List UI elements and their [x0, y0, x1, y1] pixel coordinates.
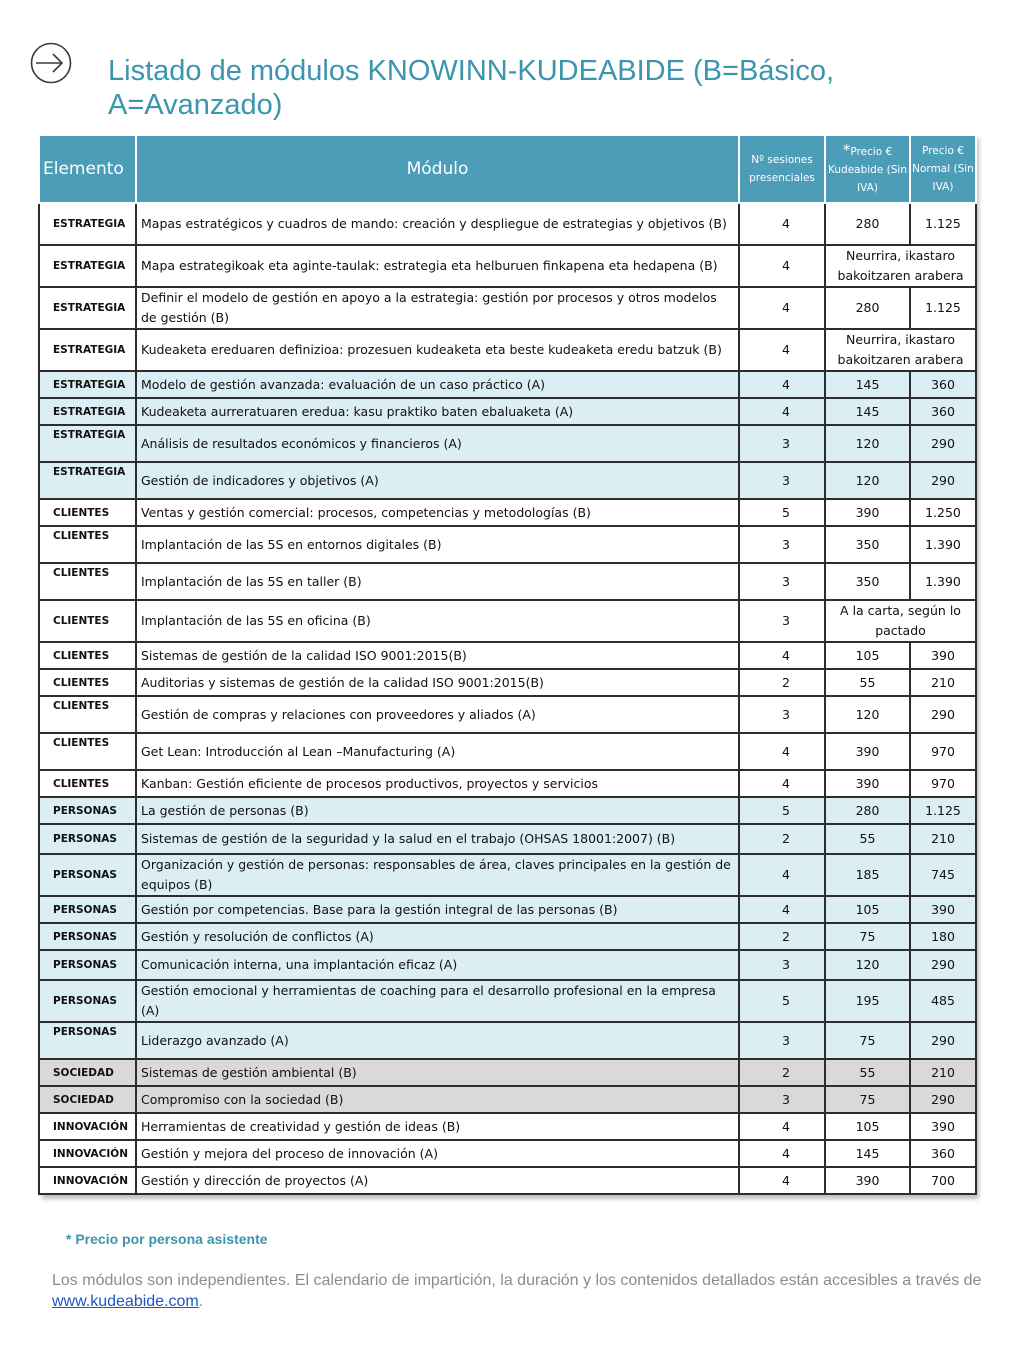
header-precio-normal-label: Precio € Normal (Sin IVA) — [912, 145, 974, 193]
table-row — [39, 398, 976, 425]
sessions-cell: 5 — [739, 797, 825, 824]
price-normal-cell: 390 — [910, 896, 976, 923]
table-row — [39, 1167, 976, 1194]
category-cell: CLIENTES — [39, 696, 136, 733]
price-normal-cell: 745 — [910, 854, 976, 896]
module-cell: Kanban: Gestión eficiente de procesos productivos, proyectos y servicios — [136, 770, 739, 797]
module-cell: Mapa estrategikoak eta aginte-taulak: estrategia eta helburuen finkapena eta hedapena (B) — [136, 245, 739, 287]
price-normal-cell: 1.390 — [910, 526, 976, 563]
table-row — [39, 287, 976, 329]
category-cell: CLIENTES — [39, 563, 136, 600]
price-normal-cell: 210 — [910, 824, 976, 854]
price-kudeabide-cell: 55 — [825, 1059, 910, 1086]
price-kudeabide-cell: 280 — [825, 797, 910, 824]
price-note: * Precio por persona asistente — [66, 1231, 268, 1247]
table-row — [39, 1059, 976, 1086]
sessions-cell: 4 — [739, 1140, 825, 1167]
category-cell: ESTRATEGIA — [39, 203, 136, 245]
price-normal-cell: 1.250 — [910, 499, 976, 526]
table-row — [39, 203, 976, 245]
header-precio-asterisk: * — [842, 141, 851, 159]
module-cell: Gestión de compras y relaciones con proveedores y aliados (A) — [136, 696, 739, 733]
header-precio-kudeabide-label: Precio € Kudeabide (Sin IVA) — [828, 146, 907, 194]
module-cell: Gestión emocional y herramientas de coaching para el desarrollo profesional en la empresa (A) — [136, 980, 739, 1022]
sessions-cell: 2 — [739, 1059, 825, 1086]
category-cell: CLIENTES — [39, 526, 136, 563]
price-normal-cell: 1.125 — [910, 203, 976, 245]
price-normal-cell: 390 — [910, 1113, 976, 1140]
module-cell: Gestión por competencias. Base para la gestión integral de las personas (B) — [136, 896, 739, 923]
category-cell: ESTRATEGIA — [39, 245, 136, 287]
sessions-cell: 2 — [739, 923, 825, 950]
category-cell: ESTRATEGIA — [39, 462, 136, 499]
category-cell: PERSONAS — [39, 824, 136, 854]
category-cell: PERSONAS — [39, 923, 136, 950]
price-normal-cell: 1.390 — [910, 563, 976, 600]
price-normal-cell: 1.125 — [910, 797, 976, 824]
table-row — [39, 669, 976, 696]
table-row — [39, 824, 976, 854]
module-cell: La gestión de personas (B) — [136, 797, 739, 824]
price-kudeabide-cell: 105 — [825, 1113, 910, 1140]
table-row — [39, 1086, 976, 1113]
module-cell: Gestión y dirección de proyectos (A) — [136, 1167, 739, 1194]
price-kudeabide-cell: 120 — [825, 425, 910, 462]
table-row — [39, 923, 976, 950]
table-row — [39, 896, 976, 923]
price-normal-cell: 180 — [910, 923, 976, 950]
header-modulo: Módulo — [136, 135, 739, 203]
price-normal-cell: 360 — [910, 1140, 976, 1167]
price-normal-cell: 485 — [910, 980, 976, 1022]
module-cell: Kudeaketa ereduaren definizioa: prozesuen kudeaketa eta beste kudeaketa eredu batzuk (B) — [136, 329, 739, 371]
sessions-cell: 3 — [739, 425, 825, 462]
category-cell: INNOVACIÓN — [39, 1113, 136, 1140]
price-kudeabide-cell: 75 — [825, 1022, 910, 1059]
price-kudeabide-cell: 145 — [825, 1140, 910, 1167]
price-kudeabide-cell: 120 — [825, 950, 910, 980]
table-row — [39, 642, 976, 669]
sessions-cell: 4 — [739, 854, 825, 896]
module-cell: Get Lean: Introducción al Lean –Manufacturing (A) — [136, 733, 739, 770]
price-normal-cell: 290 — [910, 1086, 976, 1113]
price-kudeabide-cell: 145 — [825, 371, 910, 398]
table-row — [39, 329, 976, 371]
price-normal-cell: 210 — [910, 669, 976, 696]
sessions-cell: 2 — [739, 669, 825, 696]
price-kudeabide-cell: 280 — [825, 287, 910, 329]
module-cell: Definir el modelo de gestión en apoyo a la estrategia: gestión por procesos y otros modelos de gestión (B) — [136, 287, 739, 329]
module-cell: Sistemas de gestión ambiental (B) — [136, 1059, 739, 1086]
category-cell: PERSONAS — [39, 854, 136, 896]
sessions-cell: 4 — [739, 733, 825, 770]
price-normal-cell: 1.125 — [910, 287, 976, 329]
price-kudeabide-cell: 105 — [825, 642, 910, 669]
module-cell: Compromiso con la sociedad (B) — [136, 1086, 739, 1113]
sessions-cell: 5 — [739, 980, 825, 1022]
category-cell: CLIENTES — [39, 669, 136, 696]
arrow-right-circle-icon — [30, 42, 72, 84]
price-normal-cell: 290 — [910, 425, 976, 462]
category-cell: INNOVACIÓN — [39, 1167, 136, 1194]
module-cell: Liderazgo avanzado (A) — [136, 1022, 739, 1059]
sessions-cell: 4 — [739, 245, 825, 287]
table-row — [39, 1140, 976, 1167]
sessions-cell: 4 — [739, 329, 825, 371]
price-note-cell: Neurrira, ikastaro bakoitzaren arabera — [825, 245, 976, 287]
category-cell: CLIENTES — [39, 499, 136, 526]
price-kudeabide-cell: 55 — [825, 824, 910, 854]
sessions-cell: 5 — [739, 499, 825, 526]
sessions-cell: 4 — [739, 896, 825, 923]
category-cell: CLIENTES — [39, 600, 136, 642]
price-normal-cell: 360 — [910, 398, 976, 425]
table-row — [39, 696, 976, 733]
module-cell: Implantación de las 5S en oficina (B) — [136, 600, 739, 642]
module-cell: Auditorias y sistemas de gestión de la calidad ISO 9001:2015(B) — [136, 669, 739, 696]
table-row — [39, 371, 976, 398]
module-cell: Análisis de resultados económicos y financieros (A) — [136, 425, 739, 462]
category-cell: ESTRATEGIA — [39, 425, 136, 462]
module-cell: Sistemas de gestión de la calidad ISO 9001:2015(B) — [136, 642, 739, 669]
sessions-cell: 4 — [739, 287, 825, 329]
sessions-cell: 4 — [739, 203, 825, 245]
sessions-cell: 4 — [739, 770, 825, 797]
category-cell: ESTRATEGIA — [39, 287, 136, 329]
sessions-cell: 3 — [739, 1086, 825, 1113]
price-kudeabide-cell: 390 — [825, 499, 910, 526]
module-cell: Gestión y mejora del proceso de innovación (A) — [136, 1140, 739, 1167]
price-normal-cell: 290 — [910, 696, 976, 733]
header-sesiones — [739, 135, 825, 203]
price-kudeabide-cell: 390 — [825, 733, 910, 770]
table-row — [39, 526, 976, 563]
table-row — [39, 462, 976, 499]
price-normal-cell: 390 — [910, 642, 976, 669]
module-cell: Gestión y resolución de conflictos (A) — [136, 923, 739, 950]
table-row — [39, 245, 976, 287]
module-cell: Sistemas de gestión de la seguridad y la salud en el trabajo (OHSAS 18001:2007) (B) — [136, 824, 739, 854]
price-kudeabide-cell: 195 — [825, 980, 910, 1022]
category-cell: PERSONAS — [39, 1022, 136, 1059]
price-kudeabide-cell: 75 — [825, 1086, 910, 1113]
header-sesiones-label: Nº sesiones presenciales — [749, 154, 815, 184]
module-cell: Modelo de gestión avanzada: evaluación de un caso práctico (A) — [136, 371, 739, 398]
footer-text — [52, 1270, 992, 1312]
price-normal-cell: 210 — [910, 1059, 976, 1086]
sessions-cell: 4 — [739, 642, 825, 669]
module-cell: Ventas y gestión comercial: procesos, competencias y metodologías (B) — [136, 499, 739, 526]
table-body — [39, 203, 976, 1194]
table-row — [39, 854, 976, 896]
page-title: Listado de módulos KNOWINN-KUDEABIDE (B=Básico, A=Avanzado) — [108, 55, 835, 121]
price-kudeabide-cell: 145 — [825, 398, 910, 425]
sessions-cell: 4 — [739, 1167, 825, 1194]
category-cell: INNOVACIÓN — [39, 1140, 136, 1167]
category-cell: CLIENTES — [39, 770, 136, 797]
category-cell: PERSONAS — [39, 896, 136, 923]
module-cell: Comunicación interna, una implantación eficaz (A) — [136, 950, 739, 980]
sessions-cell: 3 — [739, 696, 825, 733]
price-kudeabide-cell: 185 — [825, 854, 910, 896]
sessions-cell: 3 — [739, 600, 825, 642]
module-cell: Kudeaketa aurreratuaren eredua: kasu praktiko baten ebaluaketa (A) — [136, 398, 739, 425]
module-cell: Implantación de las 5S en taller (B) — [136, 563, 739, 600]
table-row — [39, 425, 976, 462]
table-header-row — [39, 135, 976, 203]
modules-table-container — [38, 134, 975, 1195]
price-kudeabide-cell: 120 — [825, 462, 910, 499]
price-note-cell: Neurrira, ikastaro bakoitzaren arabera — [825, 329, 976, 371]
table-row — [39, 797, 976, 824]
header-precio-kudeabide — [825, 135, 910, 203]
header-elemento: Elemento — [39, 135, 136, 203]
kudeabide-link[interactable]: www.kudeabide.com — [52, 1293, 199, 1310]
table-row — [39, 1113, 976, 1140]
footer-end: . — [198, 1293, 204, 1310]
sessions-cell: 2 — [739, 824, 825, 854]
category-cell: PERSONAS — [39, 980, 136, 1022]
modules-table — [38, 134, 977, 1195]
sessions-cell: 3 — [739, 563, 825, 600]
table-row — [39, 733, 976, 770]
price-note-cell: A la carta, según lo pactado — [825, 600, 976, 642]
table-row — [39, 980, 976, 1022]
module-cell: Organización y gestión de personas: responsables de área, claves principales en la gestión de equipos (B) — [136, 854, 739, 896]
sessions-cell: 3 — [739, 526, 825, 563]
price-kudeabide-cell: 390 — [825, 1167, 910, 1194]
category-cell: ESTRATEGIA — [39, 398, 136, 425]
sessions-cell: 3 — [739, 462, 825, 499]
price-kudeabide-cell: 350 — [825, 563, 910, 600]
sessions-cell: 4 — [739, 398, 825, 425]
price-normal-cell: 290 — [910, 462, 976, 499]
price-normal-cell: 290 — [910, 950, 976, 980]
price-kudeabide-cell: 105 — [825, 896, 910, 923]
price-normal-cell: 970 — [910, 733, 976, 770]
category-cell: PERSONAS — [39, 797, 136, 824]
price-normal-cell: 360 — [910, 371, 976, 398]
module-cell: Mapas estratégicos y cuadros de mando: creación y despliegue de estrategias y objetivos (B) — [136, 203, 739, 245]
sessions-cell: 3 — [739, 950, 825, 980]
table-row — [39, 950, 976, 980]
category-cell: CLIENTES — [39, 733, 136, 770]
category-cell: ESTRATEGIA — [39, 329, 136, 371]
price-kudeabide-cell: 75 — [825, 923, 910, 950]
header-precio-normal — [910, 135, 976, 203]
module-cell: Gestión de indicadores y objetivos (A) — [136, 462, 739, 499]
sessions-cell: 3 — [739, 1022, 825, 1059]
sessions-cell: 4 — [739, 371, 825, 398]
category-cell: CLIENTES — [39, 642, 136, 669]
price-normal-cell: 700 — [910, 1167, 976, 1194]
category-cell: ESTRATEGIA — [39, 371, 136, 398]
table-row — [39, 600, 976, 642]
price-normal-cell: 290 — [910, 1022, 976, 1059]
price-kudeabide-cell: 350 — [825, 526, 910, 563]
footer-sentence: Los módulos son independientes. El calendario de impartición, la duración y los contenidos detallados están accesibles a través de — [52, 1272, 982, 1289]
category-cell: PERSONAS — [39, 950, 136, 980]
category-cell: SOCIEDAD — [39, 1059, 136, 1086]
price-kudeabide-cell: 280 — [825, 203, 910, 245]
table-row — [39, 770, 976, 797]
price-kudeabide-cell: 55 — [825, 669, 910, 696]
price-kudeabide-cell: 120 — [825, 696, 910, 733]
category-cell: SOCIEDAD — [39, 1086, 136, 1113]
table-row — [39, 499, 976, 526]
table-row — [39, 1022, 976, 1059]
table-row — [39, 563, 976, 600]
module-cell: Implantación de las 5S en entornos digitales (B) — [136, 526, 739, 563]
price-kudeabide-cell: 390 — [825, 770, 910, 797]
module-cell: Herramientas de creatividad y gestión de ideas (B) — [136, 1113, 739, 1140]
sessions-cell: 4 — [739, 1113, 825, 1140]
price-normal-cell: 970 — [910, 770, 976, 797]
